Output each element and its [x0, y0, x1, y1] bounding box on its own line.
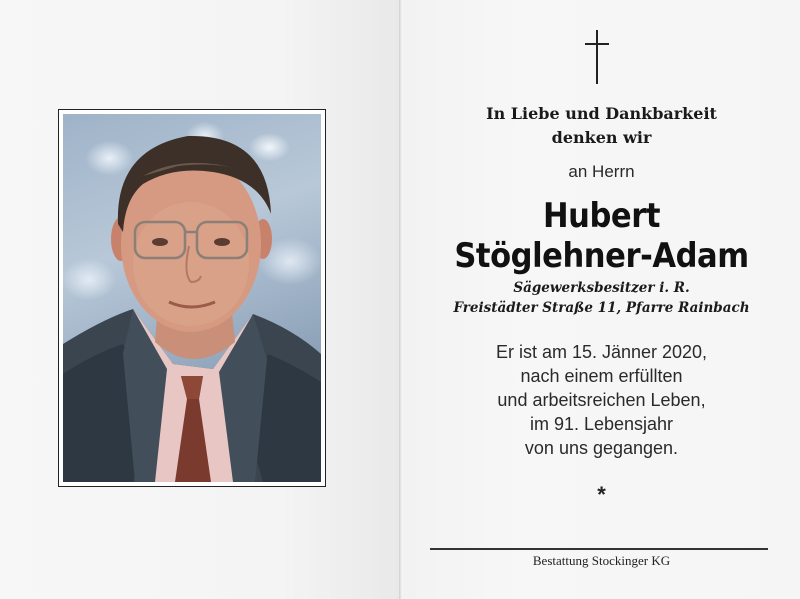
portrait-photo-frame: [58, 109, 326, 487]
text-line-5: von uns gegangen.: [524, 438, 679, 458]
portrait-photo: [63, 114, 321, 482]
text-line-3: und arbeitsreichen Leben,: [497, 390, 706, 410]
deceased-last-name: Stöglehner-Adam: [454, 236, 749, 276]
intro-line-1: In Liebe und Dankbarkeit: [486, 104, 717, 123]
deceased-first-name: Hubert: [542, 196, 661, 236]
birth-star-symbol: *: [597, 482, 606, 507]
footer-undertaker: Bestattung Stockinger KG: [532, 553, 671, 568]
intro-line-2: denken wir: [551, 128, 652, 147]
text-line-2: nach einem erfüllten: [520, 366, 683, 386]
address: Freistädter Straße 11, Pfarre Rainbach: [453, 300, 750, 316]
occupation: Sägewerksbesitzer i. R.: [513, 280, 690, 296]
salutation: an Herrn: [568, 162, 635, 181]
footer-divider: [430, 548, 768, 550]
latin-cross-icon: [596, 30, 598, 84]
portrait-illustration: [63, 114, 321, 482]
text-line-4: im 91. Lebensjahr: [529, 414, 674, 434]
text-line-1: Er ist am 15. Jänner 2020,: [495, 342, 708, 362]
